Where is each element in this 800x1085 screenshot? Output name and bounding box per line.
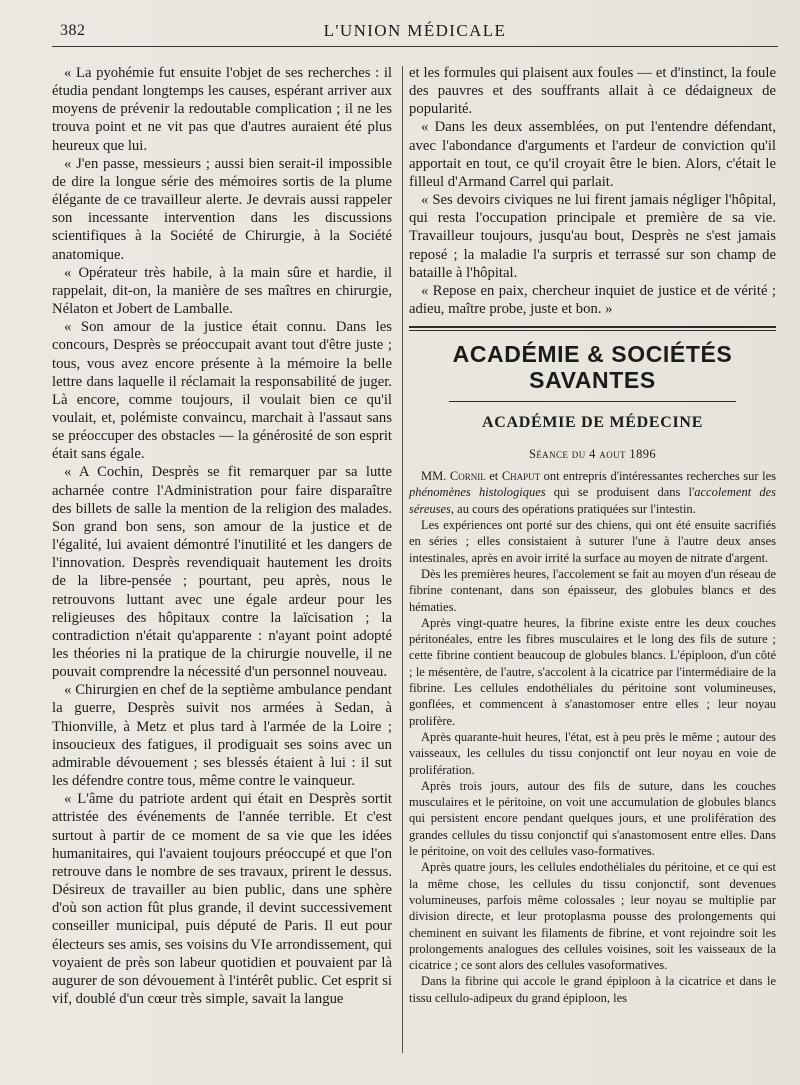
paragraph: et les formules qui plaisent aux foules — et d'instinct, la foule des pauvres et des souffrants allait à ce dédaigneux de popularité. — [409, 65, 776, 118]
paragraph: « J'en passe, messieurs ; aussi bien serait-il impossible de dire la longue série des mémoires sortis de la plume élégante de ce travailleur alerte. Je devrais aussi rappeler son incessante intervention dans les discussions scientifiques à la Société de Chirurgie, à la Société anatomique. — [52, 155, 392, 263]
paragraph — [409, 468, 776, 517]
italic-term: accolement des séreuses — [409, 485, 776, 516]
paragraph: Dès les premières heures, l'accolement se fait au moyen d'un réseau de fibrine contenant, dans son épaisseur, des globules blancs et des hématies. — [409, 566, 776, 614]
section-subtitle: ACADÉMIE DE MÉDECINE — [481, 414, 704, 432]
paragraph: Dans la fibrine qui accole le grand épiploon à la cicatrice et dans le tissu cellulo-adipeux du grand épiploon, les — [409, 974, 776, 1005]
paragraph: Après trois jours, autour des fils de suture, dans les couches musculaires et le péritoine, on voit une accumulation de globules blancs qui persistent encore pendant quelques jours, et une prolifération des grandes cellules du tissu conjonctif qui s'anastomosent entre elles. Dans le péritoine, on voit des cellules vaso-formatives. — [409, 778, 776, 859]
text-run: MM. — [421, 469, 450, 484]
page-number: 382 — [60, 22, 86, 39]
text-columns — [52, 64, 776, 1067]
author-name: Chaput — [501, 469, 541, 484]
section-title: ACADÉMIE & SOCIÉTÉS SAVANTES — [452, 341, 733, 394]
paragraph: Après quatre jours, les cellules endothéliales du péritoine, et ce qui est la même chose, les cellules du tissu conjonctif, sont devenues volumineuses, parfois même colossales ; leur noyau se multiplie par division directe, et leur protoplasma pousse des prolongements qui cheminent en suivant les filaments de fibrine, et vont rejoindre soit les prolongements analogues des cellules voisines, soit les vaisseaux de la cicatrice ; ce sont alors des cellules vasoformatives. — [409, 860, 776, 973]
paragraph: « Son amour de la justice était connu. Dans les concours, Desprès se préoccupait avant tout d'être juste ; tous, vous avez encore présente à la mémoire la belle lettre dans laquelle il réclamait la responsabilité de juger. Là encore, comme toujours, il voulait bien ce qu'il voulait, et, polémiste convaincu, marchait à l'assaut sans se préoccuper des obstacles — la générosité de son esprit était sans égale. — [52, 319, 392, 463]
text-run: ont entrepris d'intéressantes recherches sur les — [540, 469, 776, 484]
paragraph: « Repose en paix, chercheur inquiet de justice et de vérité ; adieu, maître probe, juste et bon. » — [409, 282, 776, 318]
running-title: L'UNION MÉDICALE — [323, 21, 507, 40]
text-run: et — [485, 469, 502, 484]
section-rule — [409, 326, 776, 331]
paragraph: « Dans les deux assemblées, on put l'entendre défendant, avec l'abondance d'arguments et l'ardeur de conviction qu'il apportait en tout, ce qu'il croyait être le bien. Alors, c'était le filleul d'Armand Carrel qui parlait. — [409, 119, 776, 190]
paragraph: Les expériences ont porté sur des chiens, qui ont été ensuite sacrifiés en séries ; elles consistaient à suturer l'une à l'autre deux anses intestinales, après en avoir irrité la surface au moyen de nitrate d'argent. — [409, 518, 776, 565]
right-column — [403, 64, 776, 1067]
text-run: , au cours des opérations pratiquées sur l'intestin. — [450, 501, 696, 516]
paragraph: « La pyohémie fut ensuite l'objet de ses recherches : il étudia pendant longtemps les causes, espérant arriver aux moyens de prévenir la redoutable complication ; il ne les trouva point et ne vit pas que d'autres auraient été plus heureux que lui. — [52, 65, 392, 154]
paragraph: Après vingt-quatre heures, la fibrine existe entre les deux couches péritonéales, entre les fibres musculaires et le long des fils de suture ; cette fibrine contient beaucoup de globules blancs. L'épiploon, d'un côté ; le mésentère, de l'autre, s'accolent à la cicatrice par l'intermédiaire de la fibrine. Les cellules endothéliales du péritoine sont volumineuses, gonflées, et commencent à s'anastomoser entre elles ; leur noyau prolifère. — [409, 615, 776, 728]
paragraph: « A Cochin, Desprès se fit remarquer par sa lutte acharnée contre l'Administration pour faire disparaître des billets de salle la mention de la religion des malades. Son grand bon sens, son amour de la justice et de l'égalité, lui avaient démontré l'inutilité et les dangers de l'innovation. Desprès revendiquait hautement les droits de la libre-pensée ; pourtant, peu après, nous le retrouvons luttant avec une égale ardeur pour les religieuses des hôpitaux contre la laïcisation ; la contradiction n'était qu'apparente : n'ayant point adopté les théories ni la pratique de la chirurgie nouvelle, il ne pouvait comprendre la nécessité d'un personnel nouveau. — [52, 464, 392, 681]
paragraph: « Ses devoirs civiques ne lui firent jamais négliger l'hôpital, qui resta l'occupation principale et première de sa vie. Travailleur toujours, jusqu'au bout, Desprès ne s'est jamais reposé ; la maladie l'a surpris et terrassé sur son champ de bataille à l'hôpital. — [409, 192, 776, 281]
left-column — [52, 64, 402, 1067]
paragraph: « Chirurgien en chef de la septième ambulance pendant la guerre, Desprès suivit nos armées à Sedan, à Thionville, à Metz et plus tard à l'armée de la Loire ; insoucieux des fatigues, il prodiguait ses soins avec un admirable dévouement ; ses blessés étaient à lui : il sut les défendre contre tous, même contre le vainqueur. — [52, 682, 392, 790]
author-name: Cornil — [449, 469, 486, 484]
italic-term: phénomènes histologiques — [409, 485, 546, 500]
session-date: Séance du 4 aout 1896 — [528, 447, 657, 462]
paragraph: « Opérateur très habile, à la main sûre et hardie, il rappelait, dit-on, la manière de ses maîtres en chirurgie, Nélaton et Jobert de Lamballe. — [52, 264, 392, 318]
page-header — [52, 20, 778, 47]
text-run: qui se produisent dans l' — [545, 485, 695, 500]
paragraph: Après quarante-huit heures, l'état, est à peu près le même ; autour des vaisseaux, les cellules du tissu conjonctif ont leur noyau en voie de prolifération. — [409, 729, 776, 777]
paragraph: « L'âme du patriote ardent qui était en Desprès sortit attristée des événements de l'année terrible. Et c'est surtout à partir de ce moment de sa vie que les idées humanitaires, qui l'avaient toujours préoccupé et que l'on retrouve dans le nombre de ses travaux, prirent le dessus. Désireux de travailler au bien public, dans une sphère d'où son action fût plus grande, il devint successivement conseiller municipal, puis député de Paris. Il eut pour électeurs ses amis, ses voisins du VIe arrondissement, qui voyaient de près son labeur quotidien et pouvaient par là augurer de son dévouement à l'intérêt public. Cet esprit si vif, doublé d'un cœur très simple, savait la langue — [52, 791, 392, 1007]
subsection-rule — [449, 401, 735, 402]
